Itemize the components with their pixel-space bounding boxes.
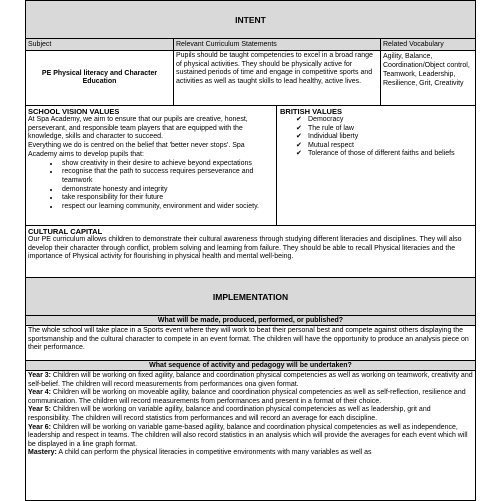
cultural-title: CULTURAL CAPITAL	[28, 227, 103, 236]
year-label: Mastery:	[28, 449, 57, 457]
check-icon: ✔	[296, 124, 302, 132]
list-item-text: Tolerance of those of different faiths and beliefs	[308, 150, 455, 158]
list-item: • take responsibility for their future	[60, 194, 274, 203]
british-list	[280, 116, 472, 159]
year-label: Year 5:	[28, 406, 51, 414]
col-curriculum-header: Relevant Curriculum Statements	[173, 39, 380, 51]
year-text: A child can perform the physical literacies in competitive environments with many variables as well as	[56, 449, 372, 457]
list-item-text: Individual liberty	[308, 133, 359, 141]
implementation-heading-text: IMPLEMENTATION	[212, 291, 289, 302]
values-row	[25, 106, 476, 226]
curriculum-cell: Pupils should be taught competencies to excel in a broad range of physical activities. They should be physically active for sustained periods of time and engage in competitive sports and activities as well as taught skills to lead healthy, active lives.	[173, 51, 380, 106]
year-6-paragraph	[28, 424, 473, 450]
answer-made-produced: The whole school will take place in a Sports event where they will work to beat their personal best and compete against others displaying the sportsmanship and the cultural character to compete in an event format. The children will have the opportunity to produce an analysis piece on their performance.	[25, 326, 476, 361]
year-text: Children will be working on moveable agility, balance and coordination physical competencies as well as self-reflection, resilience and communication. The children will record measurements from performances and present in a format of their choice.	[28, 389, 466, 405]
document	[25, 0, 476, 501]
col-vocab-header: Related Vocabulary	[380, 39, 476, 51]
list-item	[296, 142, 472, 151]
question-made-produced: What will be made, produced, performed, or published?	[25, 316, 476, 326]
question-sequence: What sequence of activity and pedagogy will be undertaken?	[25, 361, 476, 371]
list-item	[296, 116, 472, 125]
year-text: Children will be working on fixed agility, balance and coordination physical competencies as well as working on teamwork, creativity and self-belief. The children will record measurements from performances ona given format.	[28, 372, 473, 388]
check-icon: ✔	[296, 133, 302, 141]
intent-heading-text: INTENT	[235, 14, 266, 25]
check-icon: ✔	[296, 116, 302, 123]
check-icon: ✔	[296, 141, 302, 149]
list-item	[296, 133, 472, 142]
school-vision-section	[25, 106, 276, 226]
vision-paragraph-2: Everything we do is centred on the belief that 'better never stops'. Spa Academy aims to develop pupils that:	[28, 142, 245, 158]
subject-cell	[25, 51, 173, 106]
year-label: Year 6:	[28, 423, 51, 431]
year-3-paragraph	[28, 372, 473, 389]
col-subject-header: Subject	[25, 39, 173, 51]
vision-title: SCHOOL VISION VALUES	[28, 107, 120, 116]
list-item	[296, 150, 472, 159]
list-item: • show creativity in their desire to achieve beyond expectations	[60, 160, 274, 169]
curriculum-table-row	[25, 51, 476, 106]
sequence-section	[25, 371, 476, 501]
list-item: • recognise that the path to success requires perseverance and teamwork	[60, 168, 274, 185]
check-icon: ✔	[296, 150, 302, 158]
cultural-capital-section	[25, 226, 476, 278]
implementation-heading	[25, 278, 476, 316]
list-item	[296, 125, 472, 134]
list-item-text: The rule of law	[308, 124, 354, 132]
year-text: Children will be working on variable agility, balance and coordination physical competencies as well as leadership, grit and responsibility. The children will record statistics from performances and will record an average for each discipline.	[28, 406, 431, 422]
year-text: Children will be working on variable game-based agility, balance and coordination physical competencies as well as independence, leadership and respect in teams. The children will also record statistics in an analysis which will provide the averages for each event which will be displayed in a line graph format.	[28, 423, 468, 448]
year-5-paragraph	[28, 406, 473, 423]
intent-heading	[25, 0, 476, 39]
vision-paragraph-1: At Spa Academy, we aim to ensure that our pupils are creative, honest, perseverant, and responsible team players that are equipped with the knowledge, skills and character to succeed.	[28, 116, 248, 141]
british-title: BRITISH VALUES	[280, 107, 342, 116]
vocab-cell: Agility, Balance, Coordination/Object control, Teamwork, Leadership, Resilience, Grit, Creativity	[380, 51, 476, 106]
vision-list	[28, 160, 274, 212]
list-item-text: Mutual respect	[308, 141, 354, 149]
year-label: Year 4:	[28, 389, 51, 397]
subject-text: PE Physical literacy and Character Education	[41, 69, 158, 85]
list-item-text: Democracy	[308, 116, 344, 123]
curriculum-table-header	[25, 39, 476, 51]
list-item: • demonstrate honesty and integrity	[60, 186, 274, 195]
list-item: • respect our learning community, environment and wider society.	[60, 203, 274, 212]
year-4-paragraph	[28, 389, 473, 406]
cultural-text: Our PE curriculum allows children to demonstrate their cultural awareness through studying different literacies and disciplines. They will also develop their character through conflict, problem solving and learning from failure. They should be able to recall Physical literacies and the importance of Physical activity for flourishing in physical health and mental well-being.	[28, 236, 462, 261]
british-values-section	[276, 106, 476, 226]
mastery-paragraph	[28, 449, 473, 458]
year-label: Year 3:	[28, 372, 51, 379]
